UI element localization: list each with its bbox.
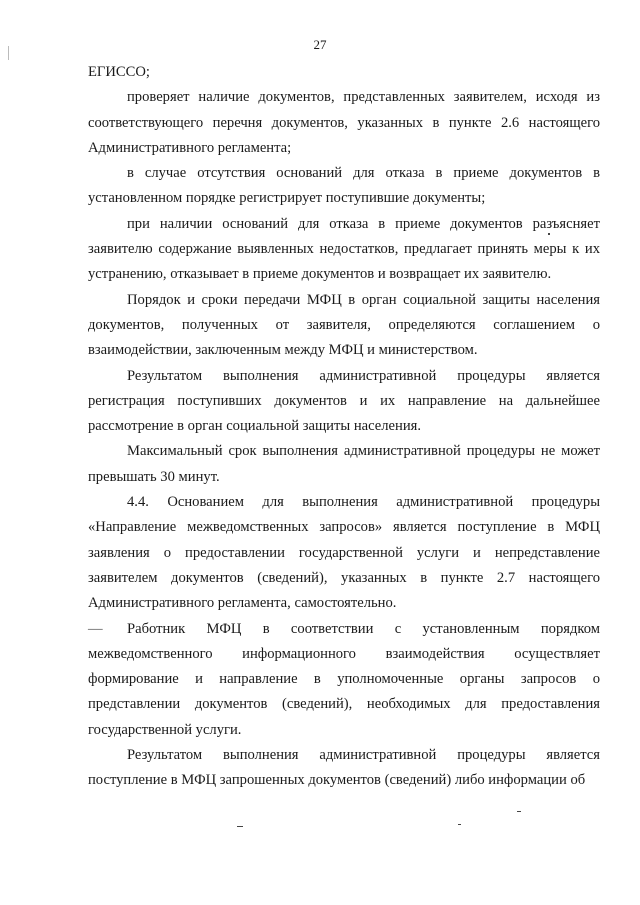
paragraph-2: проверяет наличие документов, представленных заявителем, исходя из соответствующего перечня документов, указанных в пункте 2.6 настоящего Административного регламента; <box>88 89 600 156</box>
page-number: 27 <box>313 37 327 52</box>
document-body <box>88 60 600 794</box>
paragraph-3: в случае отсутствия оснований для отказа в приеме документов в установленном порядке регистрирует поступившие документы; <box>88 165 600 207</box>
paragraph-4: при наличии оснований для отказа в приеме документов разъясняет заявителю содержание выявленных недостатков, предлагает принять меры к их устранению, отказывает в приеме документов и возвращает их заявителю. <box>88 215 600 283</box>
paragraph-8: 4.4. Основанием для выполнения административной процедуры «Направление межведомственных запросов» является поступление в МФЦ заявления о предоставлении государственной услуги и непредставление заявителем документов (сведений), указанных в пункте 2.7 настоящего Административного регламента, самостоятельно. <box>88 494 600 612</box>
scan-speck <box>548 233 550 235</box>
scan-speck <box>517 811 521 812</box>
scan-speck <box>458 824 461 825</box>
dash-mark: — <box>88 620 104 637</box>
paragraph-7: Максимальный срок выполнения административной процедуры не может превышать 30 минут. <box>88 443 600 485</box>
scan-speck <box>8 46 9 60</box>
paragraph-9-text: Работник МФЦ в соответствии с установленным порядком межведомственного информационного взаимодействия осуществляет формирование и направление в уполномоченные органы запросов о представлении документов (сведений), необходимых для предоставления государственной услуги. <box>88 620 600 738</box>
paragraph-5: Порядок и сроки передачи МФЦ в орган социальной защиты населения документов, полученных от заявителя, определяются соглашением о взаимодействии, заключенным между МФЦ и министерством. <box>88 291 600 359</box>
scan-speck <box>237 826 243 827</box>
paragraph-1: ЕГИССО; <box>88 64 150 80</box>
paragraph-10: Результатом выполнения административной процедуры является поступление в МФЦ запрошенных документов (сведений) либо информации об <box>88 747 600 789</box>
paragraph-6: Результатом выполнения административной процедуры является регистрация поступивших документов и их направление на дальнейшее рассмотрение в орган социальной защиты населения. <box>88 367 600 435</box>
paragraph-9 <box>88 617 600 743</box>
